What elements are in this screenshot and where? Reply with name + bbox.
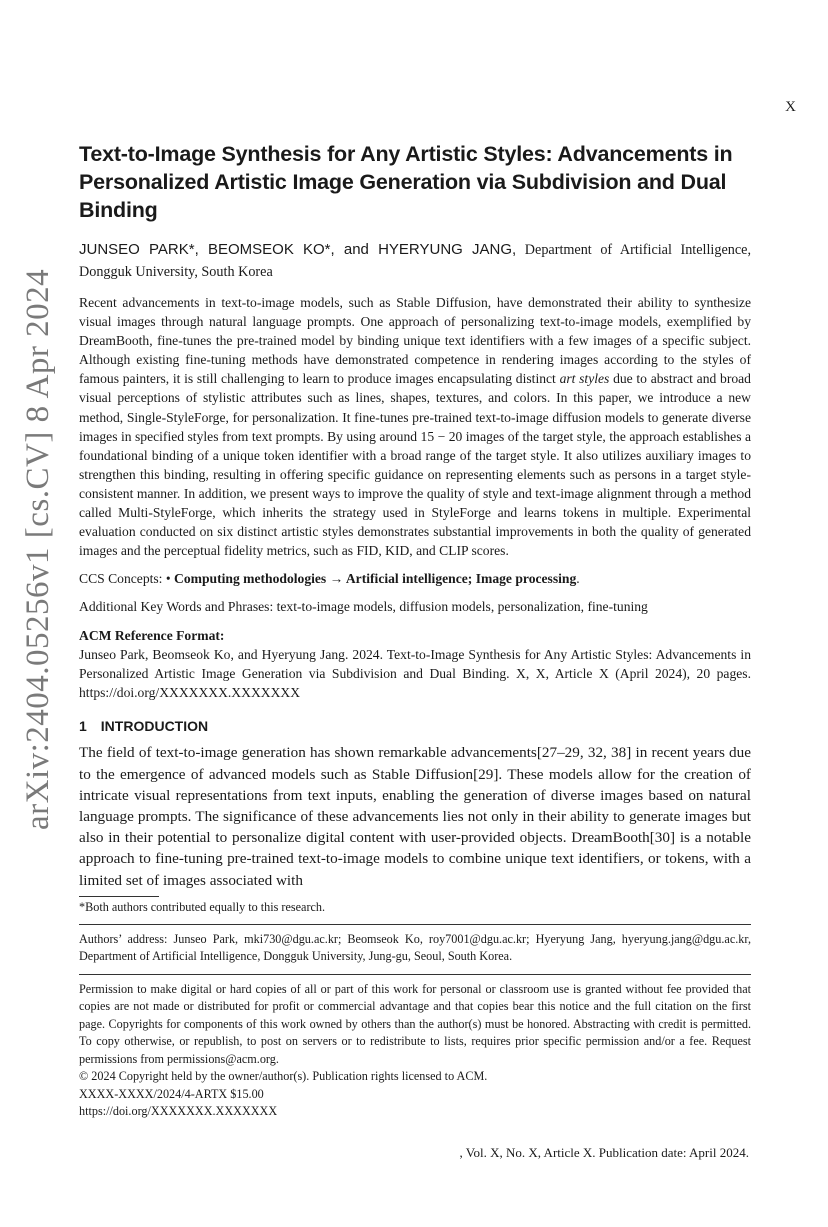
acm-reference-heading: ACM Reference Format:	[79, 628, 225, 644]
isbn-line: XXXX-XXXX/2024/4-ARTX $15.00	[79, 1086, 264, 1101]
permission-notice: Permission to make digital or hard copies of all or part of this work for personal or classroom use is granted without fee provided that copies are not made or distributed for profit or commercial advantage and that copies bear this notice and the full citation on the first page. Copyrights for components of this work owned by others than the author(s) must be honored. Abstracting with credit is permitted. To copy otherwise, or republish, to post on servers or to redistribute to lists, requires prior specific permission and/or a fee. Request permissions from permissions@acm.org.	[79, 981, 751, 1066]
copyright-line: © 2024 Copyright held by the owner/author(s). Publication rights licensed to ACM.	[79, 1069, 488, 1084]
abstract-part-2: due to abstract and broad visual perceptions of stylistic attributes such as lines, shapes, textures, and colors. In this paper, we introduce a new method, Single-StyleForge, for personalization. It fine-tunes pre-trained text-to-image diffusion models to generate diverse images in specified styles from text prompts. By using around 15 − 20 images of the target style, the approach establishes a foundational binding of a unique token identifier with a broad range of the target style. It also utilizes auxiliary images to strengthen this binding, resulting in offering specific guidance on representing elements such as persons in a target style-consistent manner. In addition, we present ways to improve the quality of style and text-image alignment through a method called Multi-StyleForge, which inherits the strategy used in StyleForge and learns tokens in multiple. Experimental evaluation conducted on six distinct artistic styles demonstrates substantial improvements in both the quality of generated images and the perceptual fidelity metrics, such as FID, KID, and CLIP scores.	[79, 371, 751, 559]
section-title: INTRODUCTION	[100, 718, 209, 735]
author-affiliation: Department of Artificial Intelligence, Dongguk University, South Korea	[79, 242, 752, 280]
footnote: *Both authors contributed equally to this research.	[79, 899, 326, 914]
author-names: JUNSEO PARK*, BEOMSEOK KO*, and HYERYUNG JANG,	[79, 241, 517, 258]
abstract-emphasis: art styles	[559, 371, 610, 387]
keywords: Additional Key Words and Phrases: text-to-image models, diffusion models, personalization, fine-tuning	[79, 599, 648, 615]
page-number: X	[785, 99, 796, 115]
author-block	[79, 239, 751, 283]
page-content	[79, 140, 751, 1121]
abstract-part-1: Recent advancements in text-to-image models, such as Stable Diffusion, have demonstrated their ability to synthesize visual images through natural language prompts. One approach of personalizing text-to-image models, exemplified by DreamBooth, fine-tunes the pre-trained model by binding unique text identifiers with a few images of a specific subject. Although existing fine-tuning methods have demonstrated competence in rendering images according to the styles of famous painters, it is still challenging to learn to produce images encapsulating distinct	[79, 295, 751, 387]
section-number: 1	[79, 718, 87, 735]
divider	[79, 924, 751, 925]
divider	[79, 974, 751, 975]
section-heading	[79, 717, 751, 736]
paper-title: Text-to-Image Synthesis for Any Artistic Styles: Advancements in Personalized Artistic Image Generation via Subdivision and Dual Binding	[79, 142, 733, 222]
ccs-end: .	[576, 571, 580, 587]
acm-reference-body: Junseo Park, Beomseok Ko, and Hyeryung Jang. 2024. Text-to-Image Synthesis for Any Artistic Styles: Advancements in Personalized Artistic Image Generation via Subdivision and Dual Binding. X, X, Article X (April 2024), 20 pages. https://doi.org/XXXXXXX.XXXXXXX	[79, 647, 751, 701]
introduction-text: The field of text-to-image generation has shown remarkable advancements[27–29, 32, 38] in recent years due to the emergence of advanced models such as Stable Diffusion[29]. These models allow for the creation of intricate visual representations from text inputs, enabling the generation of diverse images based on natural language prompts. The significance of these advancements lies not only in their ability to generate images but also in their potential to personalize digital content with user-provided objects. DreamBooth[30] is a notable approach to fine-tuning pre-trained text-to-image models to combine unique text identifiers, or tokens, with a limited set of images associated with	[79, 744, 751, 889]
footnote-divider	[79, 896, 159, 897]
authors-address: Authors’ address: Junseo Park, mki730@dgu.ac.kr; Beomseok Ko, roy7001@dgu.ac.kr; Hyeryung Jang, hyeryung.jang@dgu.ac.kr, Department of Artificial Intelligence, Dongguk University, Jung-gu, Seoul, South Korea.	[79, 931, 751, 964]
ccs-label: CCS Concepts: •	[79, 571, 171, 587]
arxiv-identifier: arXiv:2404.05256v1 [cs.CV] 8 Apr 2024	[20, 268, 56, 830]
doi-line: https://doi.org/XXXXXXX.XXXXXXX	[79, 1104, 278, 1119]
publication-line: , Vol. X, No. X, Article X. Publication date: April 2024.	[459, 1145, 749, 1160]
abstract	[79, 293, 751, 560]
ccs-concepts	[79, 569, 751, 588]
ccs-bold: Computing methodologies → Artificial intelligence; Image processing	[174, 571, 577, 587]
